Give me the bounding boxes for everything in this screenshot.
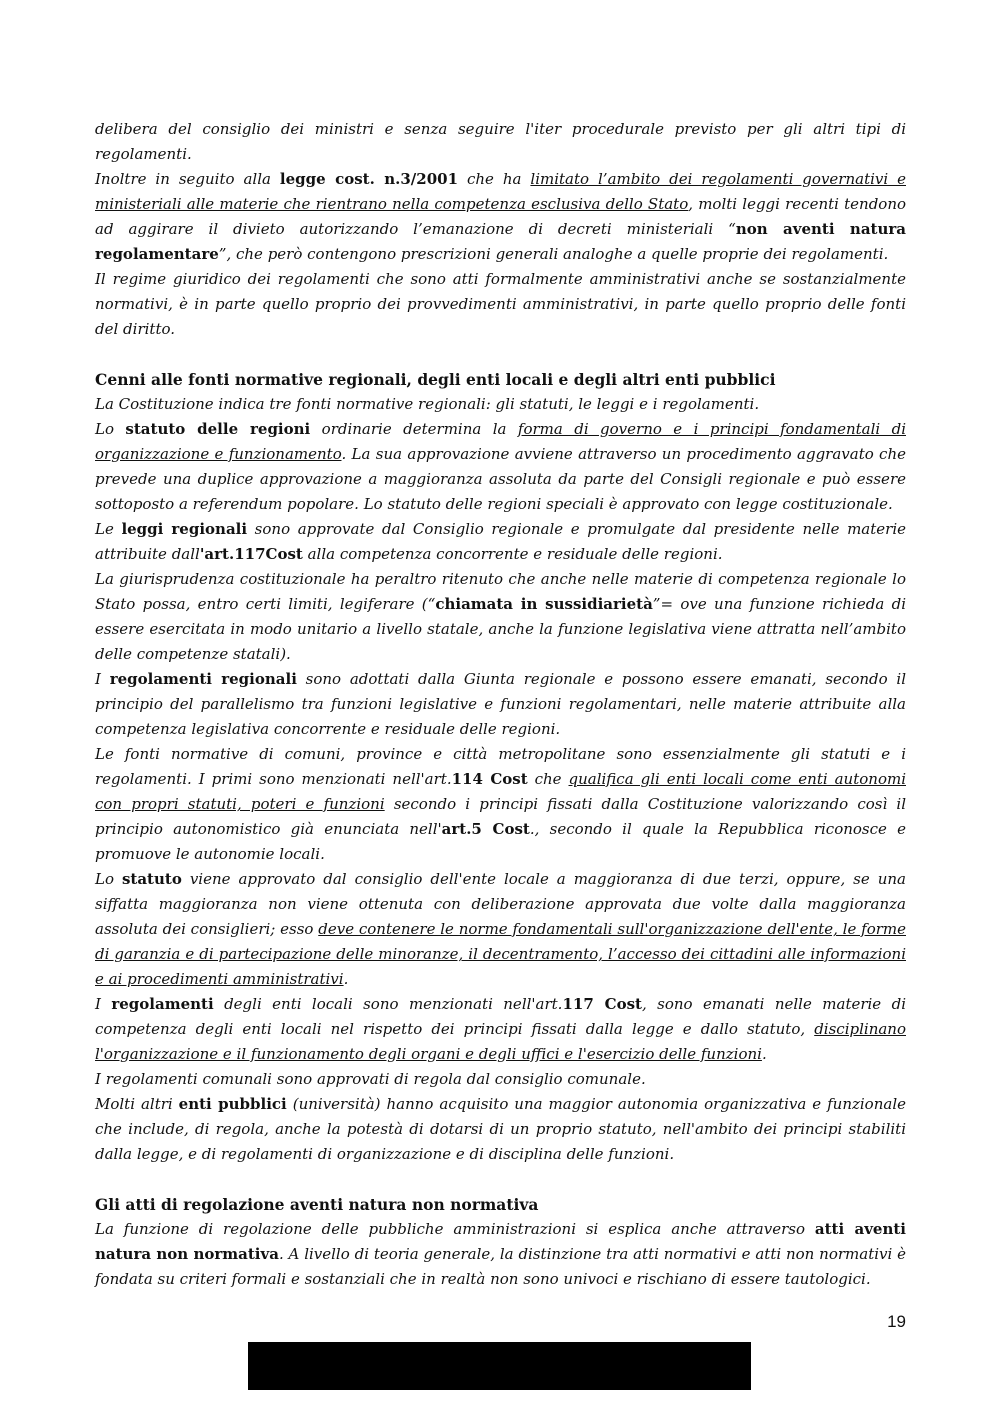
underlined-phrase: deve contenere le norme fondamentali sull'organizzazione dell'ente, le forme di garanzia e di partecipazione delle minoranze, il decentramento, l’accesso dei cittadini alle informazioni e ai procedimenti amministrativi [95, 920, 906, 988]
paragraph-regolamenti-regionali: I regolamenti regionali sono adottati dalla Giunta regionale e possono essere emanati, secondo il principio del parallelismo tra funzioni legislative e funzioni regolamentari, nelle materie attribuite alla competenza legislativa concorrente e residuale delle regioni. [95, 670, 907, 738]
bold-term: regolamenti [111, 995, 214, 1013]
section-heading-fonti-regionali: Cenni alle fonti normative regionali, degli enti locali e degli altri enti pubblici [95, 370, 776, 389]
section-heading-atti-regolazione: Gli atti di regolazione aventi natura non normativa [95, 1195, 539, 1214]
underlined-phrase: limitato l’ambito dei regolamenti governativi e ministeriali alle materie che rientrano nella competenza esclusiva dello Stato [95, 170, 906, 213]
paragraph-giurisprudenza: La giurisprudenza costituzionale ha peraltro ritenuto che anche nelle materie di competenza regionale lo Stato possa, entro certi limiti, legiferare (“chiamata in sussidiarietà”= ove una funzione richieda di essere esercitata in modo unitario a livello statale, anche la funzione legislativa viene attratta nell’ambito delle competenze statali). [95, 570, 907, 663]
bold-term: 'art.117Cost [199, 545, 303, 563]
paragraph-funzione-regolazione: La funzione di regolazione delle pubbliche amministrazioni si esplica anche attraverso atti aventi natura non normativa. A livello di teoria generale, la distinzione tra atti normativi e atti non normativi è fondata su criteri formali e sostanziali che in realtà non sono univoci e rischiano di essere tautologici. [95, 1220, 906, 1288]
bold-term: legge cost. n.3/2001 [279, 170, 459, 188]
document-body [95, 117, 906, 1292]
bold-term: non aventi natura regolamentare [95, 220, 906, 263]
bold-term: statuto [121, 870, 182, 888]
paragraph-statuto-ente-locale: Lo statuto viene approvato dal consiglio dell'ente locale a maggioranza di due terzi, oppure, se una siffatta maggioranza non viene ottenuta con deliberazione approvata due volte dalla maggioranza assoluta dei consiglieri; esso deve contenere le norme fondamentali sull'organizzazione dell'ente, le forme di garanzia e di partecipazione delle minoranze, il decentramento, l’accesso dei cittadini alle informazioni e ai procedimenti amministrativi. [95, 870, 906, 988]
paragraph-leggi-regionali: Le leggi regionali sono approvate dal Consiglio regionale e promulgate dal presidente nelle materie attribuite dall'art.117Cost alla competenza concorrente e residuale delle regioni. [95, 520, 906, 563]
paragraph-enti-pubblici: Molti altri enti pubblici (università) hanno acquisito una maggior autonomia organizzativa e funzionale che include, di regola, anche la potestà di dotarsi di un proprio statuto, nell'ambito dei principi stabiliti dalla legge, e di regolamenti di organizzazione e di disciplina delle funzioni. [95, 1095, 906, 1163]
footer-redaction-bar [248, 1342, 751, 1390]
paragraph-costituzione: La Costituzione indica tre fonti normative regionali: gli statuti, le leggi e i regolamenti. [95, 395, 760, 413]
bold-term: leggi regionali [121, 520, 248, 538]
bold-term: enti pubblici [178, 1095, 287, 1113]
bold-term: 114 Cost [451, 770, 528, 788]
paragraph-statuto-regioni: Lo statuto delle regioni ordinarie determina la forma di governo e i principi fondamentali di organizzazione e funzionamento. La sua approvazione avviene attraverso un procedimento aggravato che prevede una duplice approvazione a maggioranza assoluta da parte del Consigli regionale e può essere sottoposto a referendum popolare. Lo statuto delle regioni speciali è approvato con legge costituzionale. [95, 420, 906, 513]
page-number: 19 [887, 1312, 906, 1331]
paragraph-regolamenti-end: delibera del consiglio dei ministri e senza seguire l'iter procedurale previsto per gli altri tipi di regolamenti. [95, 120, 906, 163]
bold-term: statuto delle regioni [125, 420, 311, 438]
paragraph-fonti-comuni: Le fonti normative di comuni, province e città metropolitane sono essenzialmente gli statuti e i regolamenti. I primi sono menzionati nell'art.114 Cost che qualifica gli enti locali come enti autonomi con propri statuti, poteri e funzioni secondo i principi fissati dalla Costituzione valorizzando così il principio autonomistico già enunciata nell'art.5 Cost., secondo il quale la Repubblica riconosce e promuove le autonomie locali. [95, 745, 907, 863]
underlined-phrase: forma di governo e i principi fondamentali di organizzazione e funzionamento [95, 420, 906, 463]
paragraph-legge-cost: Inoltre in seguito alla legge cost. n.3/2001 che ha limitato l’ambito dei regolamenti governativi e ministeriali alle materie che rientrano nella competenza esclusiva dello Stato, molti leggi recenti tendono ad aggirare il divieto autorizzando l’emanazione di decreti ministeriali “non aventi natura regolamentare”, che però contengono prescrizioni generali analoghe a quelle proprie dei regolamenti. [95, 170, 907, 263]
bold-term: chiamata in sussidiarietà [435, 595, 653, 613]
bold-term: regolamenti regionali [109, 670, 297, 688]
bold-term: art.5 Cost [441, 820, 530, 838]
spacer [95, 342, 906, 367]
paragraph-regolamenti-comunali: I regolamenti comunali sono approvati di regola dal consiglio comunale. [95, 1070, 646, 1088]
paragraph-regime-giuridico: Il regime giuridico dei regolamenti che sono atti formalmente amministrativi anche se sostanzialmente normativi, è in parte quello proprio dei provvedimenti amministrativi, in parte quello proprio delle fonti del diritto. [95, 270, 906, 338]
underlined-phrase: qualifica gli enti locali come enti autonomi con propri statuti, poteri e funzioni [95, 770, 906, 813]
underlined-phrase: disciplinano l'organizzazione e il funzionamento degli organi e degli uffici e l'esercizio delle funzioni [95, 1020, 906, 1063]
bold-term: atti aventi natura non normativa [95, 1220, 906, 1263]
bold-term: 117 Cost [562, 995, 642, 1013]
paragraph-regolamenti-enti-locali: I regolamenti degli enti locali sono menzionati nell'art.117 Cost, sono emanati nelle materie di competenza degli enti locali nel rispetto dei principi fissati dalla legge e dallo statuto, disciplinano l'organizzazione e il funzionamento degli organi e degli uffici e l'esercizio delle funzioni. [95, 995, 906, 1063]
spacer [95, 1167, 906, 1192]
